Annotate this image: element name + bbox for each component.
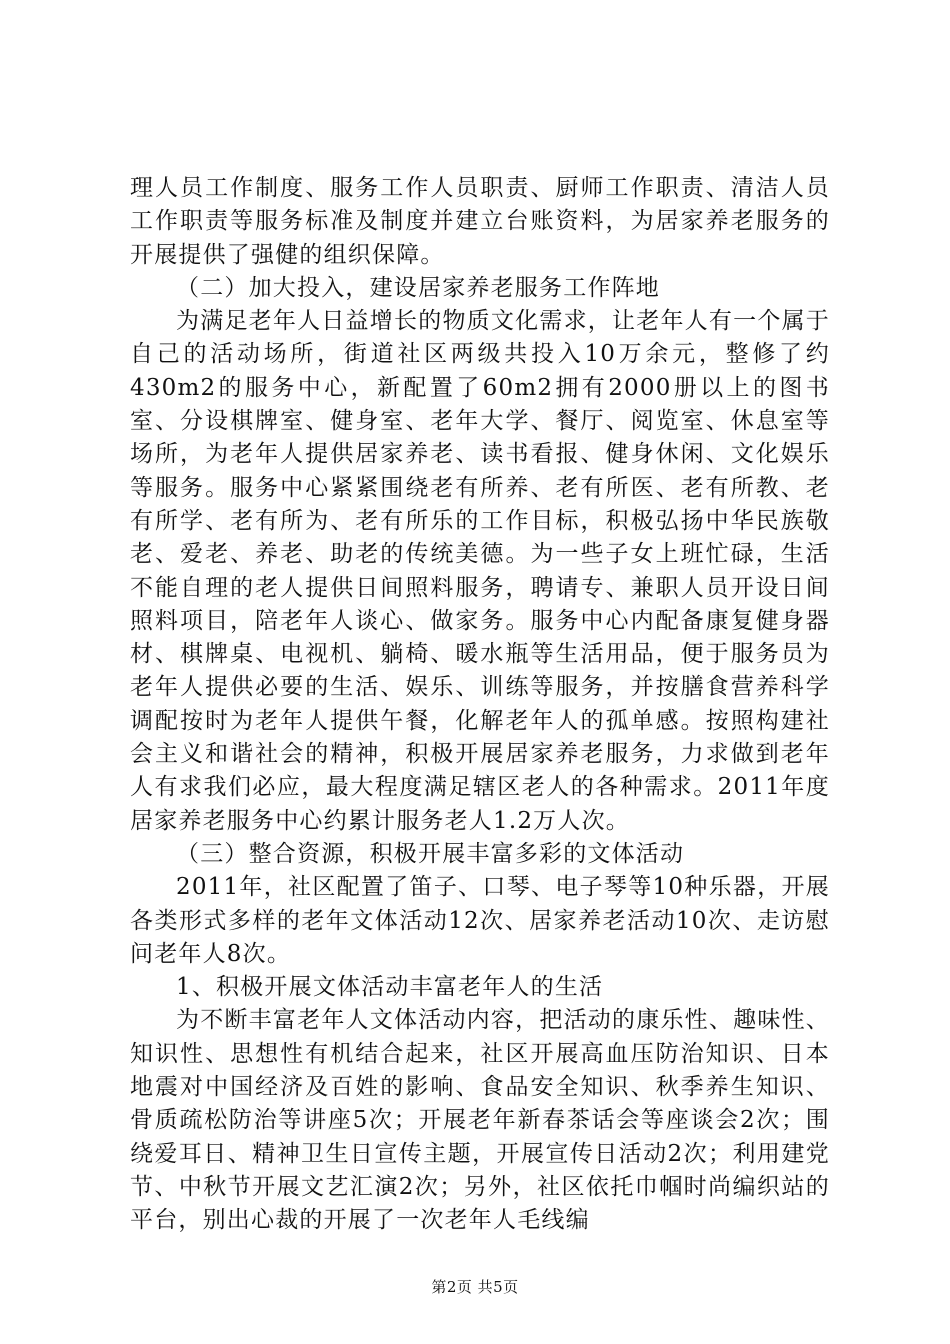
paragraph-activities-2011: 2011年，社区配置了笛子、口琴、电子琴等10种乐器，开展各类形式多样的老年文体活动12次、居家养老活动10次、走访慰问老年人8次。 [130,874,830,967]
document-body [130,172,830,1238]
section-heading-2: （二）加大投入，建设居家养老服务工作阵地 [176,274,660,301]
paragraph-continuation: 理人员工作制度、服务工作人员职责、厨师工作职责、清洁人员工作职责等服务标准及制度并建立台账资料，为居家养老服务的开展提供了强健的组织保障。 [130,175,830,268]
section-heading-3: （三）整合资源，积极开展丰富多彩的文体活动 [176,840,685,867]
paragraph-cultural-activities: 为不断丰富老年人文体活动内容，把活动的康乐性、趣味性、知识性、思想性有机结合起来，社区开展高血压防治知识、日本地震对中国经济及百姓的影响、食品安全知识、秋季养生知识、骨质疏松防治等讲座5次；开展老年新春茶话会等座谈会2次；围绕爱耳日、精神卫生日宣传主题，开展宣传日活动2次；利用建党节、中秋节开展文艺汇演2次；另外，社区依托巾帼时尚编织站的平台，别出心裁的开展了一次老年人毛线编 [130,1007,830,1234]
paragraph-service-center: 为满足老年人日益增长的物质文化需求，让老年人有一个属于自己的活动场所，街道社区两级共投入10万余元，整修了约430m2的服务中心，新配置了60m2拥有2000册以上的图书室、分设棋牌室、健身室、老年大学、餐厅、阅览室、休息室等场所，为老年人提供居家养老、读书看报、健身休闲、文化娱乐等服务。服务中心紧紧围绕老有所养、老有所医、老有所教、老有所学、老有所为、老有所乐的工作目标，积极弘扬中华民族敬老、爱老、养老、助老的传统美德。为一些子女上班忙碌，生活不能自理的老人提供日间照料服务，聘请专、兼职人员开设日间照料项目，陪老年人谈心、做家务。服务中心内配备康复健身器材、棋牌桌、电视机、躺椅、暖水瓶等生活用品，便于服务员为老年人提供必要的生活、娱乐、训练等服务，并按膳食营养科学调配按时为老年人提供午餐，化解老年人的孤单感。按照构建社会主义和谐社会的精神，积极开展居家养老服务，力求做到老年人有求我们必应，最大程度满足辖区老人的各种需求。2011年度居家养老服务中心约累计服务老人1.2万人次。 [130,308,830,834]
subsection-heading-1: 1、积极开展文体活动丰富老年人的生活 [176,974,604,1001]
page-footer: 第2页 共5页 [431,1278,519,1296]
